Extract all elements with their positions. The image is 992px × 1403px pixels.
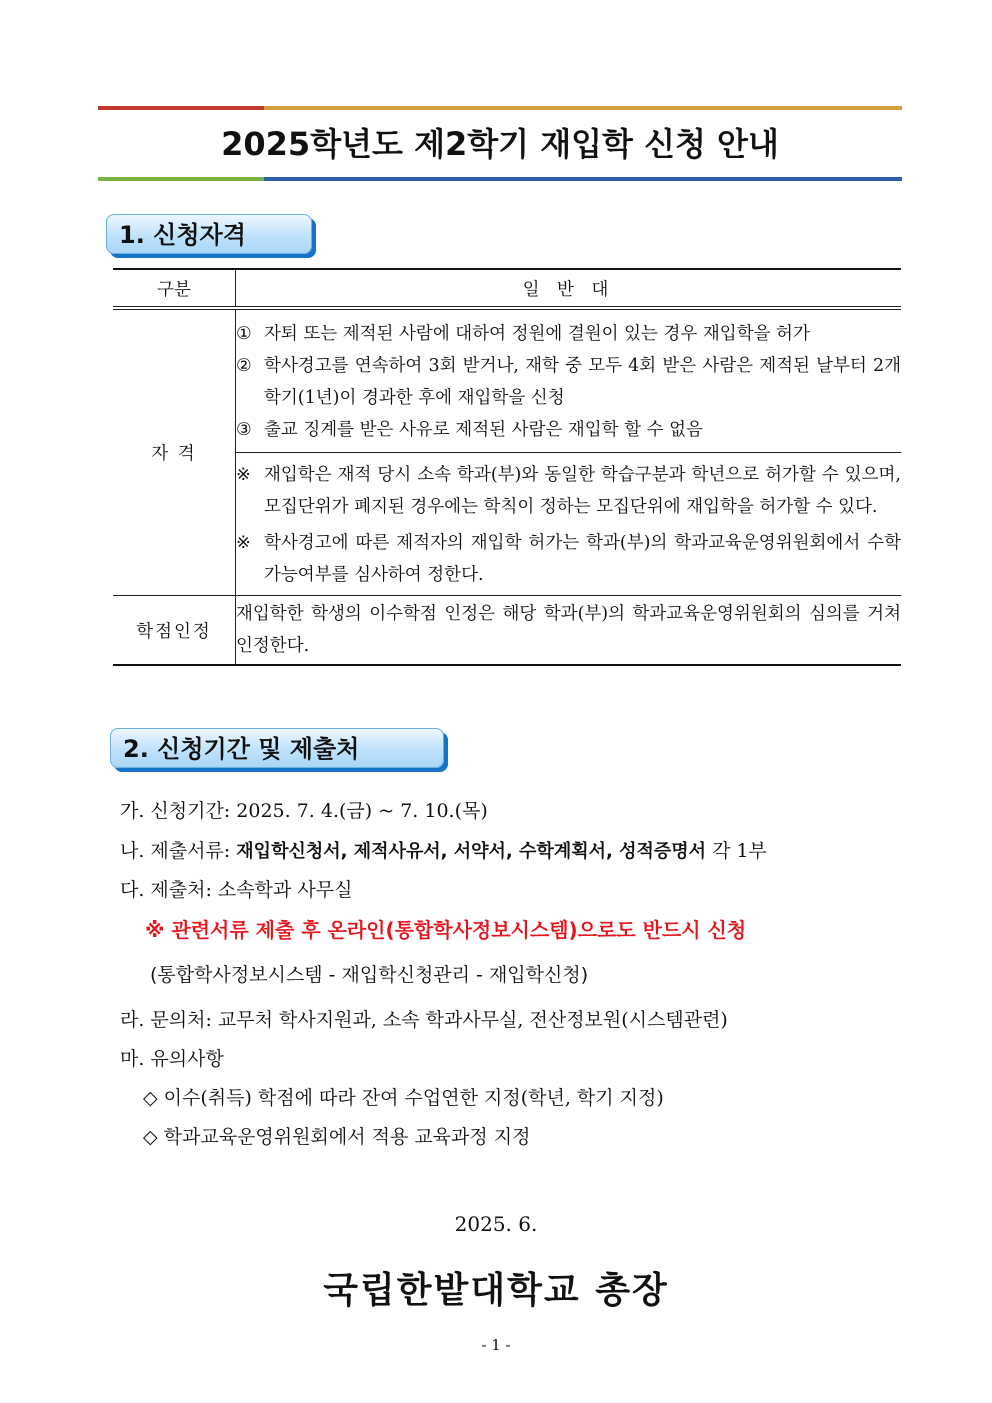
signature: 국립한밭대학교 총장	[323, 1269, 669, 1311]
credit-text: 재입학한 학생의 이수학점 인정은 해당 학과(부)의 학과교육운영위원회의 심의를 거쳐 인정한다.	[236, 596, 902, 666]
row-label-credit: 학점인정	[113, 596, 236, 666]
section-heading-qualification: 1. 신청자격	[106, 214, 312, 254]
list-item: ③ 출교 징계를 받은 사유로 제적된 사람은 재입학 할 수 없음	[236, 420, 703, 440]
note-item: ※ 재입학은 재적 당시 소속 학과(부)와 동일한 학습구분과 학년으로 허가할 수 있으며, 모집단위가 폐지된 경우에는 학칙이 정하는 모집단위에 재입학을 허가할 수 있다.	[236, 465, 901, 517]
title-rule-bottom	[98, 177, 902, 181]
qualification-items	[236, 308, 902, 453]
qualification-table	[113, 268, 901, 666]
online-warning: ※ 관련서류 제출 후 온라인(통합학사정보시스템)으로도 반드시 신청	[145, 918, 747, 942]
row-label-qualification: 자 격	[113, 308, 236, 596]
document-title: 2025학년도 제2학기 재입학 신청 안내	[221, 125, 779, 163]
required-documents: 나. 제출서류: 재입학신청서, 제적사유서, 서약서, 수학계획서, 성적증명서 각 1부	[120, 840, 767, 862]
table-header-category: 구분	[113, 269, 236, 308]
title-rule-top	[98, 106, 902, 110]
application-period: 가. 신청기간: 2025. 7. 4.(금) ~ 7. 10.(목)	[120, 800, 488, 822]
list-item: ① 자퇴 또는 제적된 사람에 대하여 정원에 결원이 있는 경우 재입학을 허가	[236, 324, 810, 344]
list-item: ② 학사경고를 연속하여 3회 받거나, 재학 중 모두 4회 받은 사람은 제적된 날부터 2개 학기(1년)이 경과한 후에 재입학을 신청	[236, 356, 901, 408]
issue-date: 2025. 6.	[454, 1212, 538, 1236]
system-path: (통합학사정보시스템 - 재입학신청관리 - 재입학신청)	[150, 964, 589, 986]
table-header-general: 일 반 대	[236, 269, 902, 308]
note-item: ※ 학사경고에 따른 제적자의 재입학 허가는 학과(부)의 학과교육운영위원회에서 수학가능여부를 심사하여 정한다.	[236, 533, 901, 585]
inquiry-contact: 라. 문의처: 교무처 학사지원과, 소속 학과사무실, 전산정보원(시스템관련)	[120, 1009, 728, 1031]
submission-place: 다. 제출처: 소속학과 사무실	[120, 879, 353, 901]
required-documents-list: 재입학신청서, 제적사유서, 서약서, 수학계획서, 성적증명서	[236, 841, 707, 862]
qualification-notes	[236, 453, 902, 596]
caution-item: ◇ 이수(취득) 학점에 따라 잔여 수업연한 지정(학년, 학기 지정)	[143, 1087, 664, 1109]
section-heading-period: 2. 신청기간 및 제출처	[110, 728, 444, 768]
page-number: - 1 -	[481, 1336, 511, 1354]
cautions-heading: 마. 유의사항	[120, 1048, 224, 1070]
caution-item: ◇ 학과교육운영위원회에서 적용 교육과정 지정	[143, 1126, 531, 1148]
